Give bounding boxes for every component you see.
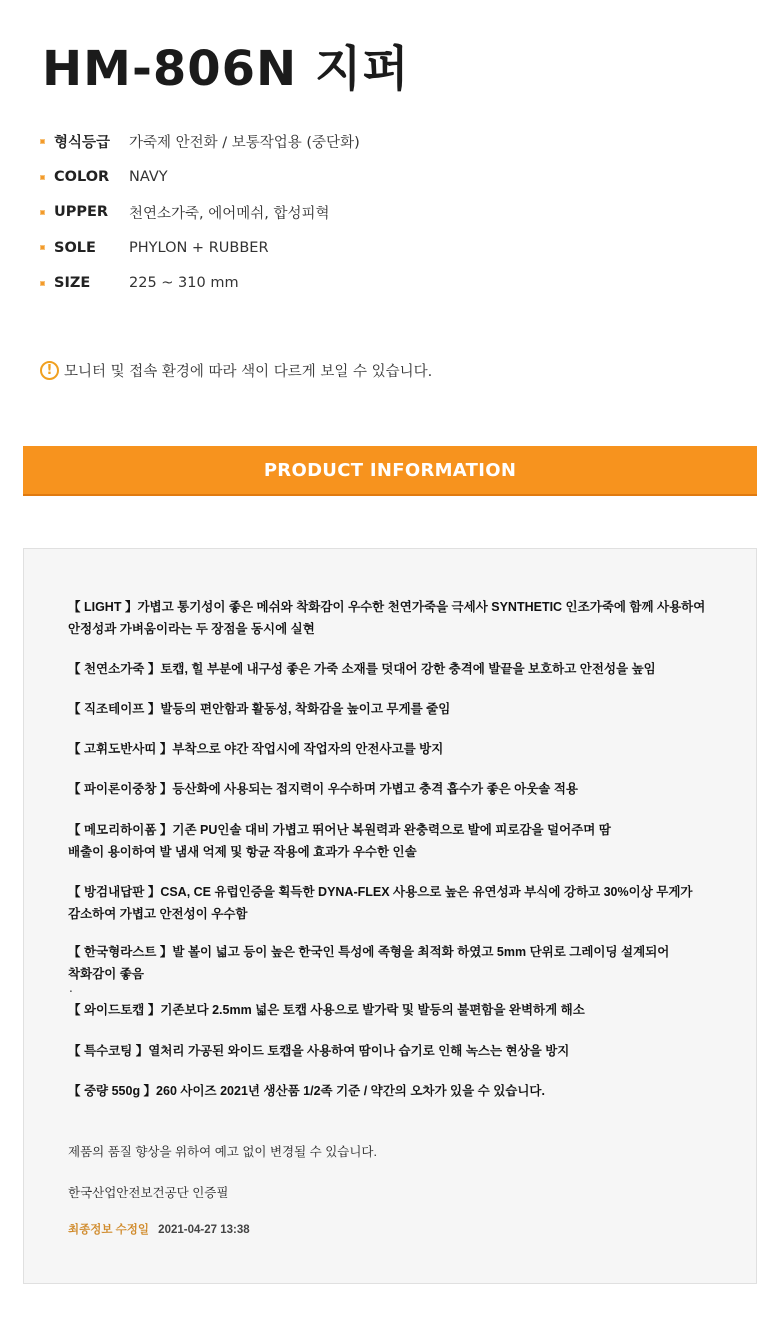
spec-value: NAVY — [129, 169, 168, 186]
product-information-box — [23, 548, 757, 1284]
spec-label: COLOR — [54, 169, 110, 186]
product-title: HM-806N 지퍼 — [42, 41, 410, 97]
spec-value: 천연소가죽, 에어메쉬, 합성피혁 — [129, 205, 330, 222]
feature-line: 【 고휘도반사띠 】부착으로 야간 작업시에 작업자의 안전사고를 방지 — [68, 742, 444, 756]
feature-line: 【 특수코팅 】열처리 가공된 와이드 토캡을 사용하여 땀이나 습기로 인해 녹스는 현상을 방지 — [68, 1044, 570, 1058]
bullet-icon — [40, 139, 45, 144]
feature-line: 【 직조테이프 】발등의 편안함과 활동성, 착화감을 높이고 무게를 줄임 — [68, 702, 451, 716]
product-information-banner — [23, 446, 757, 496]
exclamation-circle-icon: ! — [40, 361, 59, 380]
feature-line: 배출이 용이하여 발 냄새 억제 및 항균 작용에 효과가 우수한 인솔 — [68, 845, 417, 859]
feature-item — [68, 1040, 728, 1062]
bullet-icon — [40, 245, 45, 250]
feature-line: 【 파이론이중창 】등산화에 사용되는 접지력이 우수하며 가볍고 충격 흡수가 좋은 아웃솔 적용 — [68, 782, 578, 796]
feature-item — [68, 658, 728, 680]
stray-dot: . — [69, 981, 73, 995]
quality-note: 제품의 품질 향상을 위하여 예고 없이 변경될 수 있습니다. — [68, 1145, 377, 1159]
feature-item — [68, 596, 728, 640]
feature-line: 착화감이 좋음 — [68, 967, 144, 981]
feature-line: 【 중량 550g 】260 사이즈 2021년 생산품 1/2족 기준 / 약간의 오차가 있을 수 있습니다. — [68, 1084, 545, 1098]
feature-item — [68, 698, 728, 720]
feature-item — [68, 819, 728, 863]
feature-item — [68, 881, 728, 925]
spec-value: PHYLON + RUBBER — [129, 239, 269, 256]
spec-label: 형식등급 — [54, 135, 111, 152]
certification-note: 한국산업안전보건공단 인증필 — [68, 1186, 229, 1200]
spec-list — [40, 124, 740, 301]
spec-value: 225 ~ 310 mm — [129, 275, 239, 292]
notice-text: 모니터 및 접속 환경에 따라 색이 다르게 보일 수 있습니다. — [64, 364, 433, 380]
spec-row-grade — [40, 124, 740, 159]
spec-value: 가죽제 안전화 / 보통작업용 (중단화) — [129, 135, 360, 152]
spec-row-sole — [40, 230, 740, 265]
updated-label: 최종정보 수정일 — [68, 1224, 149, 1236]
spec-label: SOLE — [54, 239, 96, 256]
feature-line: 【 메모리하이폼 】기존 PU인솔 대비 가볍고 뛰어난 복원력과 완충력으로 발에 피로감을 덜어주며 땀 — [68, 823, 611, 837]
feature-line: 안정성과 가벼움이라는 두 장점을 동시에 실현 — [68, 622, 315, 636]
feature-line: 【 와이드토캡 】기존보다 2.5mm 넓은 토캡 사용으로 발가락 및 발등의 불편함을 완벽하게 해소 — [68, 1003, 585, 1017]
feature-line: 【 한국형라스트 】발 볼이 넓고 등이 높은 한국인 특성에 족형을 최적화 하였고 5mm 단위로 그레이딩 설계되어 — [68, 945, 670, 959]
bullet-icon — [40, 281, 45, 286]
bullet-icon — [40, 210, 45, 215]
feature-item — [68, 778, 728, 800]
feature-line: 【 방검내답판 】CSA, CE 유럽인증을 획득한 DYNA-FLEX 사용으로 높은 유연성과 부식에 강하고 30%이상 무게가 — [68, 885, 693, 899]
feature-line: 【 LIGHT 】가볍고 통기성이 좋은 메쉬와 착화감이 우수한 천연가죽을 극세사 SYNTHETIC 인조가죽에 함께 사용하여 — [68, 600, 706, 614]
feature-item — [68, 941, 728, 985]
banner-label: PRODUCT INFORMATION — [263, 459, 517, 481]
bullet-icon — [40, 175, 45, 180]
feature-item — [68, 999, 728, 1021]
spec-row-color — [40, 159, 740, 194]
spec-label: UPPER — [54, 204, 109, 221]
spec-row-size — [40, 266, 740, 301]
last-updated — [68, 1221, 250, 1237]
feature-item — [68, 738, 728, 760]
spec-label: SIZE — [54, 275, 91, 292]
spec-row-upper — [40, 195, 740, 230]
updated-date: 2021-04-27 13:38 — [158, 1224, 250, 1236]
feature-line: 【 천연소가죽 】토캡, 힐 부분에 내구성 좋은 가죽 소재를 덧대어 강한 충격에 발끝을 보호하고 안전성을 높임 — [68, 662, 656, 676]
feature-item — [68, 1080, 728, 1102]
feature-line: 감소하여 가볍고 안전성이 우수함 — [68, 907, 248, 921]
color-notice — [40, 360, 432, 381]
